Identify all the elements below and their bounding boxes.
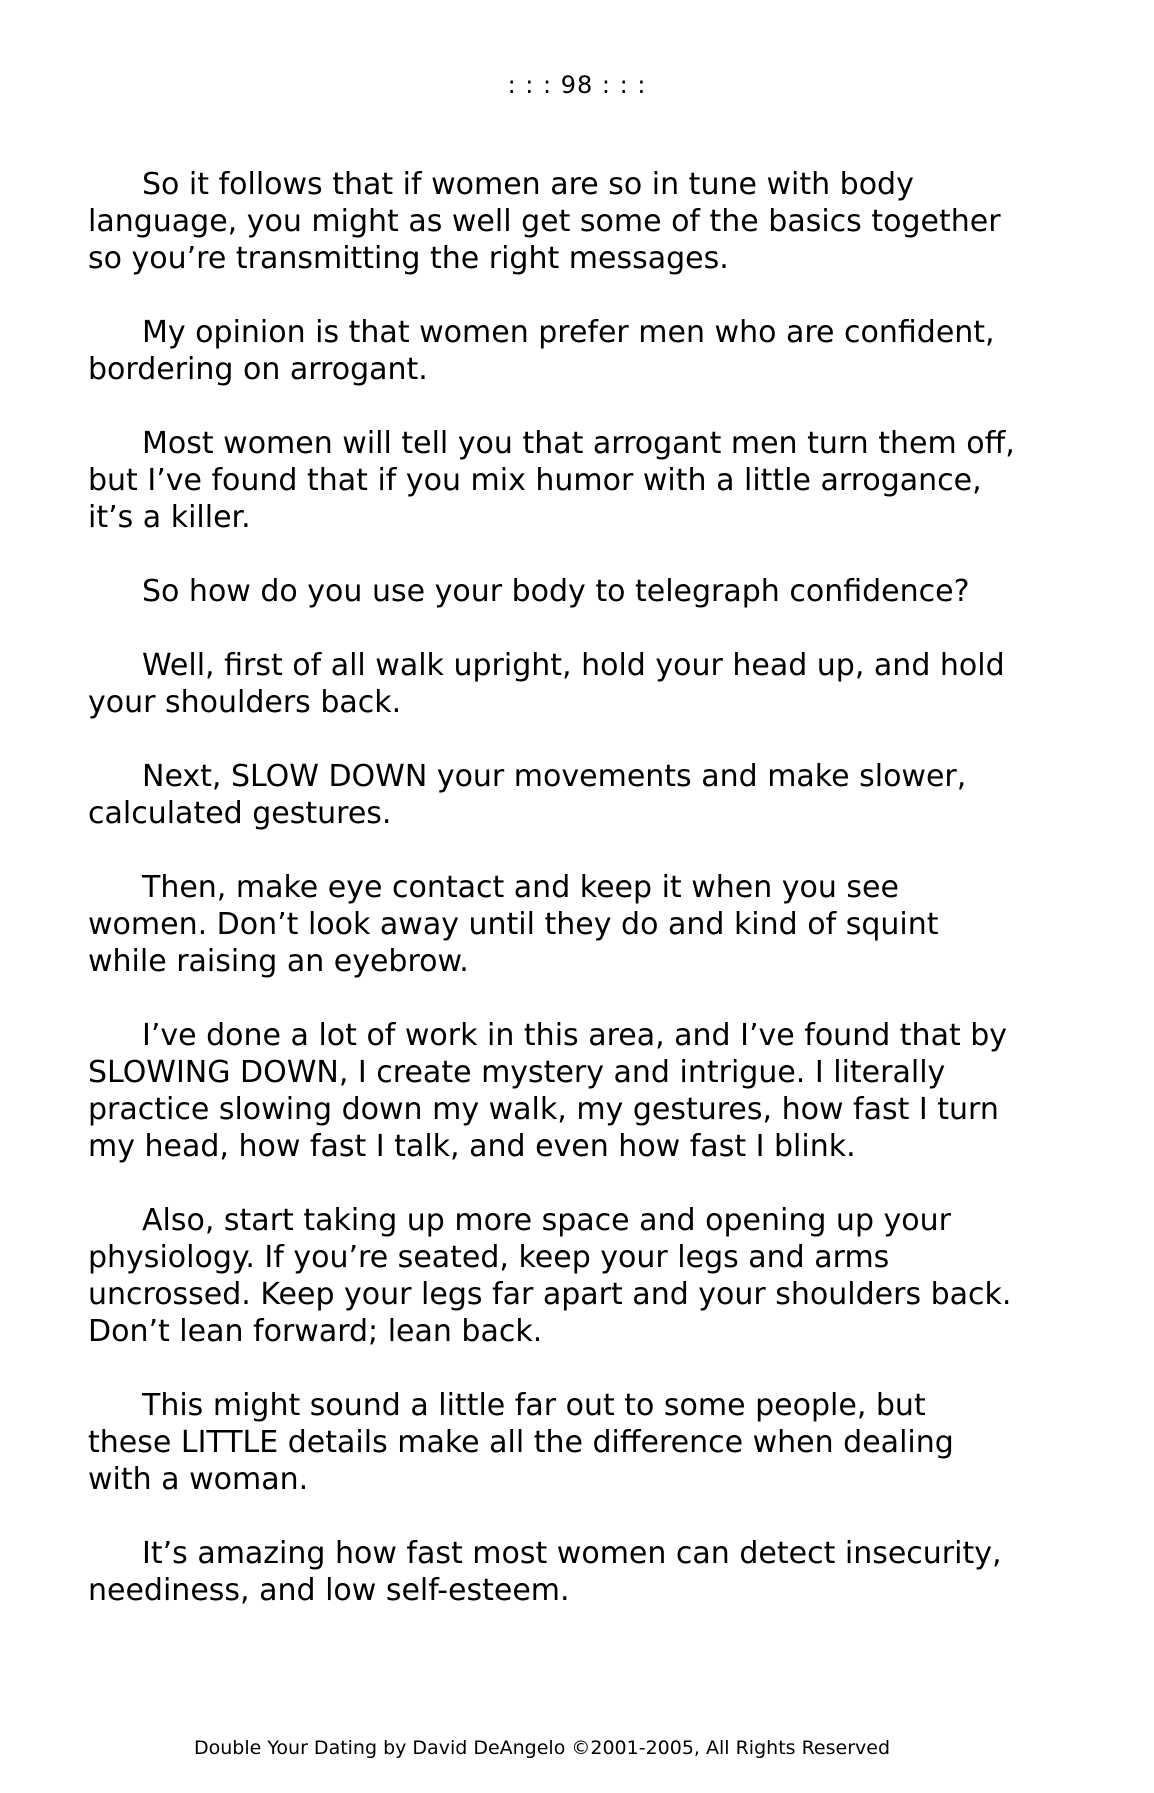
paragraph: So it follows that if women are so in tune with body language, you might as well get some of the basics together so you’re transmitting the right messages. [88,167,1001,276]
page-number: : : : 98 : : : [507,71,647,99]
paragraph: Also, start taking up more space and opening up your physiology. If you’re seated, keep your legs and arms uncrossed. Keep your legs far apart and your shoulders back. Don’t lean forward; lean back. [88,1203,1012,1349]
paragraph: Well, first of all walk upright, hold your head up, and hold your shoulders back. [88,648,1005,720]
body-text [88,166,1018,1646]
paragraph: My opinion is that women prefer men who are confident, bordering on arrogant. [88,315,995,387]
page-footer: Double Your Dating by David DeAngelo ©2001-2005, All Rights Reserved [193,1737,891,1759]
paragraph: Next, SLOW DOWN your movements and make slower, calculated gestures. [88,759,967,831]
paragraph: I’ve done a lot of work in this area, and I’ve found that by SLOWING DOWN, I create mystery and intrigue. I literally practice slowing down my walk, my gestures, how fast I turn my head, how fast I talk, and even how fast I blink. [88,1018,1008,1164]
paragraph: Then, make eye contact and keep it when you see women. Don’t look away until they do and kind of squint while raising an eyebrow. [88,870,939,979]
paragraph: It’s amazing how fast most women can detect insecurity, neediness, and low self-esteem. [88,1536,1002,1608]
paragraph: Most women will tell you that arrogant men turn them off, but I’ve found that if you mix humor with a little arrogance, it’s a killer. [88,426,1015,535]
paragraph: So how do you use your body to telegraph confidence? [142,574,970,609]
paragraph: This might sound a little far out to some people, but these LITTLE details make all the difference when dealing with a woman. [88,1388,954,1497]
